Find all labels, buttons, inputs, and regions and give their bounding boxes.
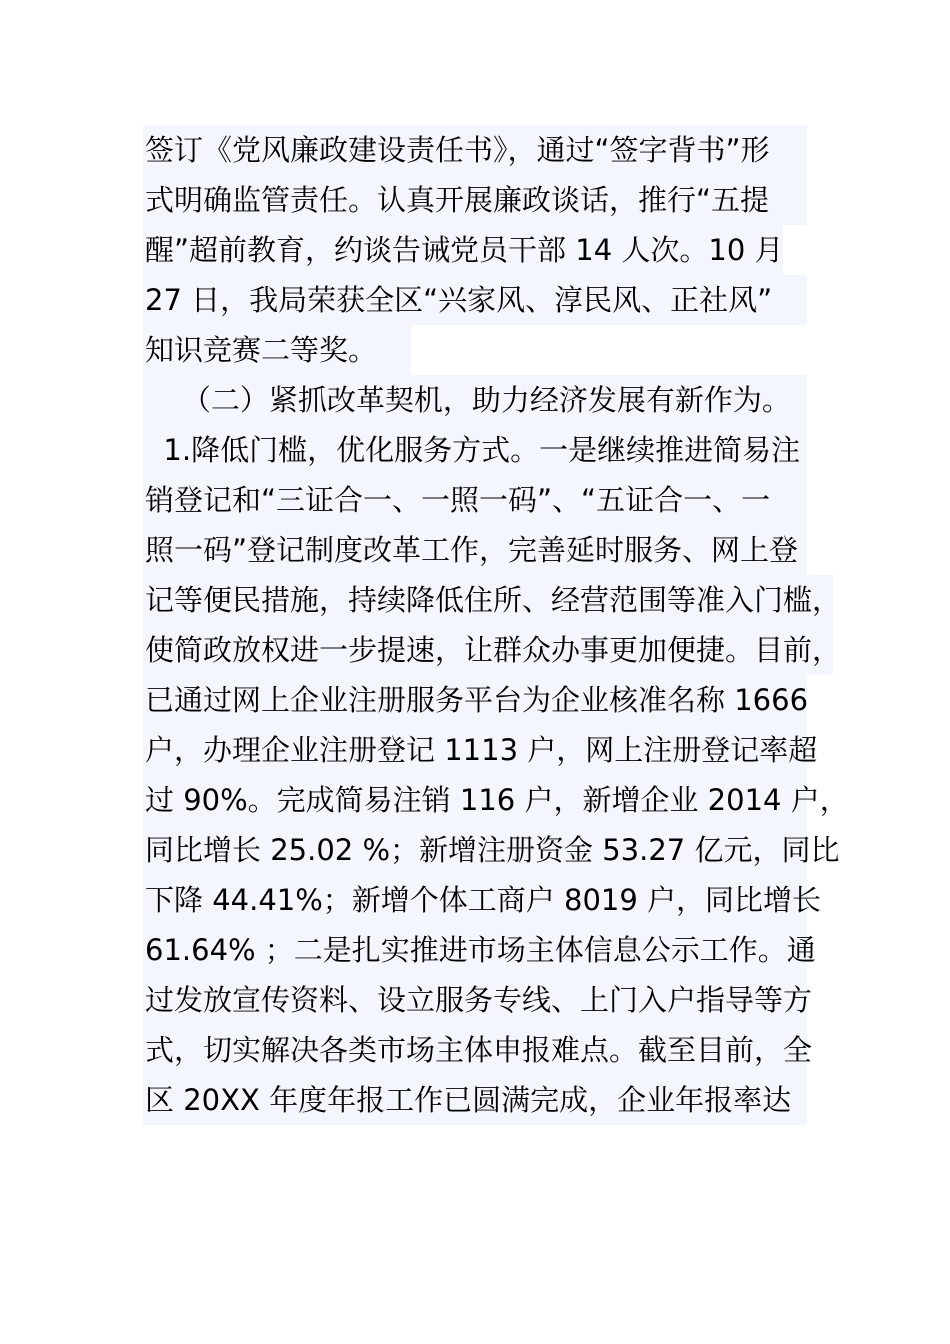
text-line: 27 日，我局荣获全区“兴家风、淳民风、正社风” — [143, 275, 807, 325]
text-line: 已通过网上企业注册服务平台为企业核准名称 1666 — [143, 675, 807, 725]
text-line: 式明确监管责任。认真开展廉政谈话，推行“五提 — [143, 175, 807, 225]
text-line: 醒”超前教育，约谈告诫党员干部 14 人次。10 月 — [143, 225, 783, 275]
text-line: 过 90%。完成简易注销 116 户，新增企业 2014 户， — [143, 775, 807, 825]
text-line: 知识竞赛二等奖。 — [143, 325, 411, 375]
text-line: 下降 44.41%；新增个体工商户 8019 户，同比增长 — [143, 875, 807, 925]
text-line: 使简政放权进一步提速，让群众办事更加便捷。目前， — [143, 625, 833, 675]
body-text — [143, 125, 849, 1125]
text-line: 照一码”登记制度改革工作，完善延时服务、网上登 — [143, 525, 807, 575]
text-line: 区 20XX 年度年报工作已圆满完成，企业年报率达 — [143, 1075, 807, 1125]
text-line: 过发放宣传资料、设立服务专线、上门入户指导等方 — [143, 975, 807, 1025]
text-line: 销登记和“三证合一、一照一码”、“五证合一、一 — [143, 475, 807, 525]
text-line: 签订《党风廉政建设责任书》，通过“签字背书”形 — [143, 125, 807, 175]
section-heading: （二）紧抓改革契机，助力经济发展有新作为。 — [143, 375, 807, 425]
text-line: 同比增长 25.02 %；新增注册资金 53.27 亿元，同比 — [143, 825, 807, 875]
text-line: 式，切实解决各类市场主体申报难点。截至目前，全 — [143, 1025, 807, 1075]
text-line: 1.降低门槛，优化服务方式。一是继续推进简易注 — [143, 425, 807, 475]
text-line: 61.64% ；二是扎实推进市场主体信息公示工作。通 — [143, 925, 807, 975]
text-line: 记等便民措施，持续降低住所、经营范围等准入门槛， — [143, 575, 833, 625]
text-line: 户，办理企业注册登记 1113 户，网上注册登记率超 — [143, 725, 807, 775]
